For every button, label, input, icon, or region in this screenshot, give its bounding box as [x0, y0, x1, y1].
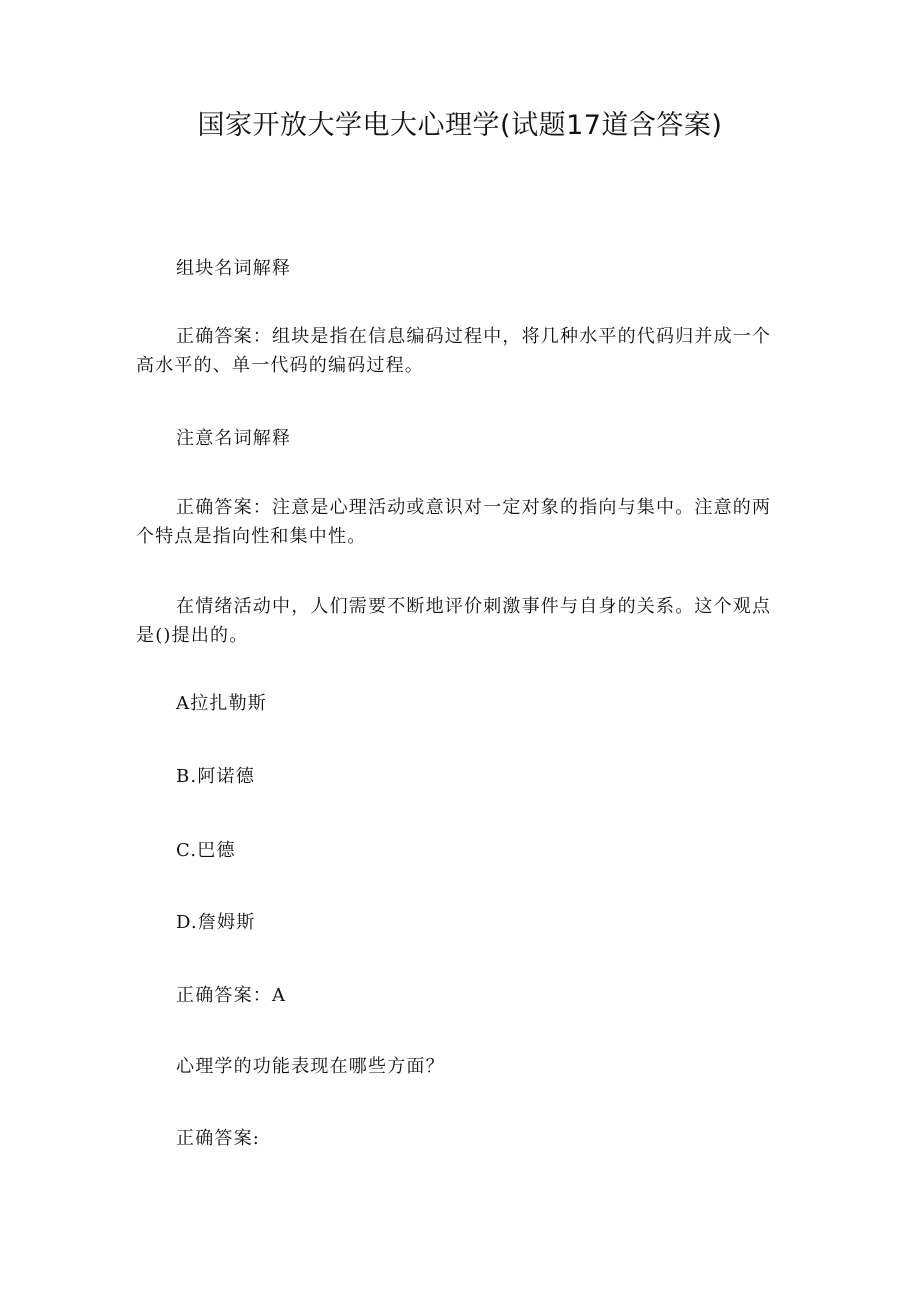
answer-chunking: 正确答案：组块是指在信息编码过程中，将几种水平的代码归并成一个高水平的、单一代码的编码过程。 [136, 326, 772, 376]
document-title: 国家开放大学电大心理学(试题17道含答案) [197, 110, 723, 141]
question-emotion-appraisal: 在情绪活动中，人们需要不断地评价刺激事件与自身的关系。这个观点是()提出的。 [136, 596, 772, 646]
answer-attention: 正确答案：注意是心理活动或意识对一定对象的指向与集中。注意的两个特点是指向性和集中性。 [136, 497, 772, 547]
question-term-chunking: 组块名词解释 [176, 258, 292, 279]
option-b: B.阿诺德 [176, 766, 255, 787]
answer-psychology-functions: 正确答案: [176, 1128, 261, 1149]
option-d: D.詹姆斯 [176, 912, 256, 933]
answer-emotion-appraisal: 正确答案：A [176, 985, 287, 1006]
question-psychology-functions: 心理学的功能表现在哪些方面？ [176, 1056, 445, 1077]
question-term-attention: 注意名词解释 [176, 428, 292, 449]
option-c: C.巴德 [176, 840, 236, 861]
option-a: A拉扎勒斯 [176, 693, 267, 714]
